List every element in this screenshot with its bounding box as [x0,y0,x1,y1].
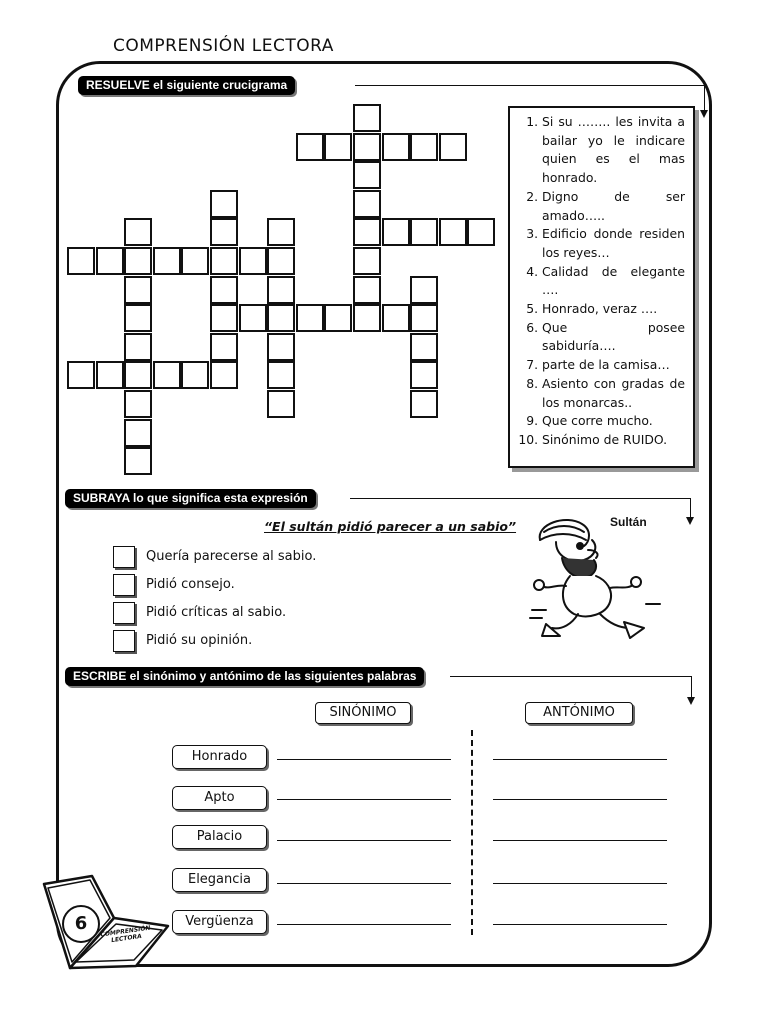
crossword-cell[interactable] [267,276,295,304]
crossword-banner: RESUELVE el siguiente crucigrama [78,76,295,95]
banner-line [450,676,692,677]
crossword-cell[interactable] [124,390,152,418]
crossword-cell[interactable] [353,190,381,218]
arrow-down-icon [700,110,708,118]
crossword-cell[interactable] [96,361,124,389]
crossword-cell[interactable] [324,133,352,161]
crossword-cell[interactable] [410,276,438,304]
option-label: Pidió consejo. [146,577,235,592]
crossword-cell[interactable] [210,304,238,332]
sultan-label: Sultán [610,515,647,529]
checkbox[interactable] [113,574,135,596]
clue-item: 2. Digno de ser amado….. [542,188,685,225]
crossword-cell[interactable] [124,218,152,246]
crossword-cell[interactable] [410,361,438,389]
crossword-cell[interactable] [67,361,95,389]
clue-item: 4. Calidad de elegante …. [542,263,685,300]
crossword-cell[interactable] [382,133,410,161]
crossword-cell[interactable] [267,390,295,418]
crossword-cell[interactable] [210,361,238,389]
clue-item: 9. Que corre mucho. [542,412,685,431]
crossword-cell[interactable] [296,133,324,161]
page-title: COMPRENSIÓN LECTORA [113,36,334,56]
option-label: Pidió su opinión. [146,633,253,648]
antonym-header: ANTÓNIMO [525,702,633,724]
crossword-cell[interactable] [410,390,438,418]
banner-line-down [690,498,691,518]
page-number: 6 [62,905,100,943]
crossword-cell[interactable] [210,276,238,304]
write-banner: ESCRIBE el sinónimo y antónimo de las siguientes palabras [65,667,424,686]
synonym-answer-line[interactable] [277,840,451,841]
crossword-cell[interactable] [210,190,238,218]
crossword-cell[interactable] [210,247,238,275]
crossword-cell[interactable] [267,247,295,275]
crossword-cell[interactable] [124,304,152,332]
crossword-cell[interactable] [267,333,295,361]
word-box: Apto [172,786,267,810]
synonym-answer-line[interactable] [277,883,451,884]
crossword-cell[interactable] [239,247,267,275]
antonym-answer-line[interactable] [493,924,667,925]
clue-item: 7. parte de la camisa… [542,356,685,375]
crossword-cell[interactable] [181,247,209,275]
crossword-cell[interactable] [124,276,152,304]
crossword-cell[interactable] [439,133,467,161]
banner-line [350,498,691,499]
crossword-cell[interactable] [353,133,381,161]
crossword-cell[interactable] [267,304,295,332]
crossword-cell[interactable] [353,247,381,275]
crossword-cell[interactable] [267,361,295,389]
synonym-answer-line[interactable] [277,799,451,800]
crossword-cell[interactable] [353,218,381,246]
clue-item: 10. Sinónimo de RUIDO. [542,431,685,450]
crossword-cell[interactable] [124,247,152,275]
antonym-answer-line[interactable] [493,840,667,841]
antonym-answer-line[interactable] [493,799,667,800]
arrow-down-icon [687,697,695,705]
banner-line-down [691,676,692,698]
crossword-cell[interactable] [124,361,152,389]
book-cover-text: COMPRENSIÓN LECTORA [100,924,151,945]
clue-item: 5. Honrado, veraz …. [542,300,685,319]
antonym-answer-line[interactable] [493,759,667,760]
clue-item: 3. Edificio donde residen los reyes… [542,225,685,262]
crossword-cell[interactable] [210,218,238,246]
crossword-cell[interactable] [210,333,238,361]
crossword-cell[interactable] [324,304,352,332]
sultan-illustration [526,510,666,650]
crossword-clues [508,106,695,468]
crossword-cell[interactable] [181,361,209,389]
word-box: Honrado [172,745,267,769]
synonym-header: SINÓNIMO [315,702,411,724]
expression-quote: “El sultán pidió parecer a un sabio” [264,519,517,534]
crossword-cell[interactable] [239,304,267,332]
checkbox[interactable] [113,546,135,568]
option-label: Pidió críticas al sabio. [146,605,287,620]
book-icon [40,870,175,970]
crossword-cell[interactable] [382,304,410,332]
crossword-cell[interactable] [124,419,152,447]
crossword-cell[interactable] [467,218,495,246]
crossword-cell[interactable] [124,447,152,475]
clue-item: 1. Si su …….. les invita a bailar yo le indicare quien es el mas honrado. [542,113,685,188]
clue-item: 8. Asiento con gradas de los monarcas.. [542,375,685,412]
column-divider [471,730,474,935]
checkbox[interactable] [113,602,135,624]
crossword-cell[interactable] [124,333,152,361]
word-box: Vergüenza [172,910,267,934]
checkbox[interactable] [113,630,135,652]
crossword-cell[interactable] [439,218,467,246]
crossword-cell[interactable] [353,104,381,132]
crossword-cell[interactable] [410,333,438,361]
crossword-cell[interactable] [67,247,95,275]
arrow-down-icon [686,517,694,525]
antonym-answer-line[interactable] [493,883,667,884]
clue-item: 6. Que posee sabiduría…. [542,319,685,356]
word-box: Elegancia [172,868,267,892]
crossword-cell[interactable] [353,304,381,332]
crossword-cell[interactable] [353,276,381,304]
crossword-cell[interactable] [153,247,181,275]
synonym-answer-line[interactable] [277,759,451,760]
crossword-cell[interactable] [382,218,410,246]
crossword-cell[interactable] [96,247,124,275]
crossword-cell[interactable] [353,161,381,189]
crossword-cell[interactable] [410,133,438,161]
crossword-cell[interactable] [410,304,438,332]
synonym-answer-line[interactable] [277,924,451,925]
banner-line-down [704,85,705,111]
word-box: Palacio [172,825,267,849]
underline-banner: SUBRAYA lo que significa esta expresión [65,489,316,508]
option-label: Quería parecerse al sabio. [146,549,317,564]
banner-line [355,85,705,86]
crossword-cell[interactable] [296,304,324,332]
crossword-cell[interactable] [410,218,438,246]
crossword-cell[interactable] [267,218,295,246]
crossword-cell[interactable] [153,361,181,389]
